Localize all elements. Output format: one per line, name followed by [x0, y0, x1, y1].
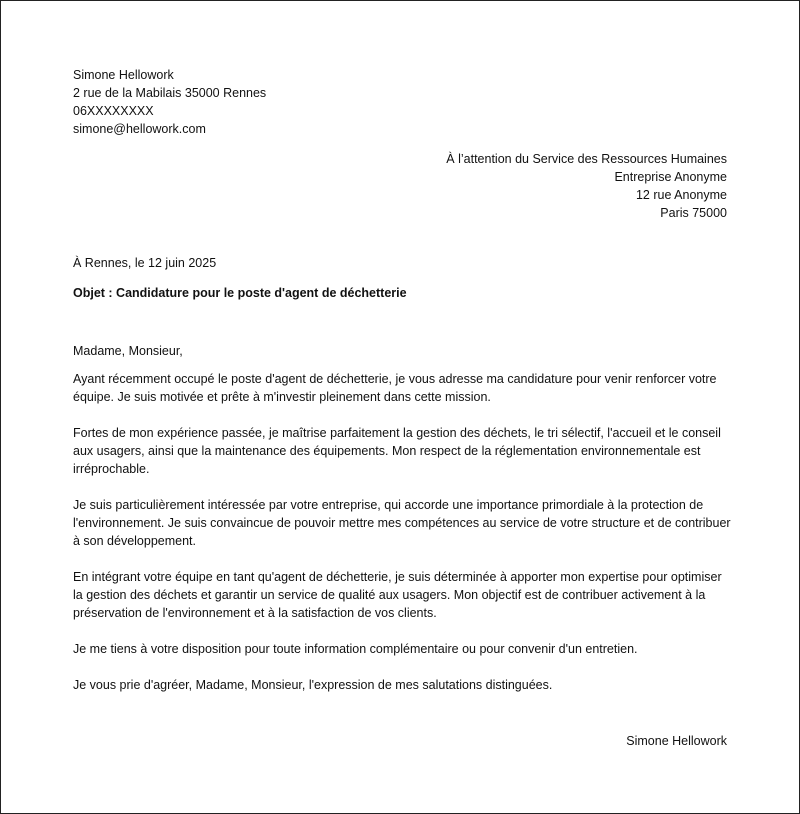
- recipient-block: [446, 150, 727, 222]
- body-paragraph: Fortes de mon expérience passée, je maîtrise parfaitement la gestion des déchets, le tri sélectif, l'accueil et le conseil aux usagers, ainsi que la maintenance des équipements. Mon respect de la réglementation environnementale est irréprochable.: [73, 426, 721, 476]
- body-paragraph: Je suis particulièrement intéressée par votre entreprise, qui accorde une importance primordiale à la protection de l'environnement. Je suis convaincue de pouvoir mettre mes compétences au service de votre structure et de contribuer à son développement.: [73, 498, 731, 548]
- sender-phone: 06XXXXXXXX: [73, 104, 154, 118]
- recipient-city: Paris 75000: [660, 206, 727, 220]
- letter-body: [73, 342, 733, 694]
- date-line: À Rennes, le 12 juin 2025: [73, 256, 217, 270]
- recipient-attention: À l’attention du Service des Ressources Humaines: [446, 152, 727, 166]
- body-paragraph: En intégrant votre équipe en tant qu'agent de déchetterie, je suis déterminée à apporter mon expertise pour optimiser la gestion des déchets et garantir un service de qualité aux usagers. Mon objectif est de contribuer activement à la préservation de l'environnement et à la satisfaction de vos clients.: [73, 570, 722, 620]
- sender-email: simone@hellowork.com: [73, 122, 206, 136]
- body-paragraph: Ayant récemment occupé le poste d'agent de déchetterie, je vous adresse ma candidature pour venir renforcer votre équipe. Je suis motivée et prête à m'investir pleinement dans cette mission.: [73, 372, 717, 404]
- salutation: Madame, Monsieur,: [73, 344, 183, 358]
- sender-block: [73, 66, 266, 138]
- sender-name: Simone Hellowork: [73, 68, 174, 82]
- body-paragraph: Je me tiens à votre disposition pour toute information complémentaire ou pour convenir d'un entretien.: [73, 642, 638, 656]
- recipient-company: Entreprise Anonyme: [614, 170, 727, 184]
- signature: Simone Hellowork: [626, 734, 727, 748]
- recipient-street: 12 rue Anonyme: [635, 188, 727, 202]
- subject-line: Objet : Candidature pour le poste d'agent de déchetterie: [73, 286, 407, 300]
- closing-formula: Je vous prie d'agréer, Madame, Monsieur, l'expression de mes salutations distinguées.: [73, 678, 553, 692]
- sender-address: 2 rue de la Mabilais 35000 Rennes: [73, 86, 267, 100]
